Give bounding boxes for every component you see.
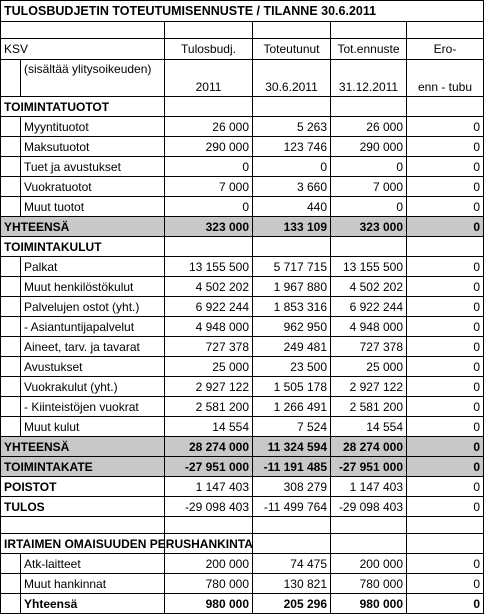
value-cell: 2 581 200 xyxy=(331,397,407,417)
value-cell: 308 279 xyxy=(253,477,331,497)
col-header-totennuste: Tot.ennuste xyxy=(331,39,407,60)
value-cell: 0 xyxy=(407,574,484,594)
value-cell: 4 502 202 xyxy=(331,277,407,297)
value-cell: 0 xyxy=(407,137,484,157)
value-cell: 25 000 xyxy=(165,357,253,377)
table-row xyxy=(1,457,484,477)
row-label: Muut tuotot xyxy=(21,197,165,217)
value-cell: 2 927 122 xyxy=(331,377,407,397)
value-cell: 1 147 403 xyxy=(331,477,407,497)
value-cell: 6 922 244 xyxy=(165,297,253,317)
col-header-tulosbudj: Tulosbudj. xyxy=(165,39,253,60)
value-cell: 4 948 000 xyxy=(165,317,253,337)
table-row xyxy=(1,317,484,337)
table-row xyxy=(1,594,484,614)
value-cell: 0 xyxy=(407,257,484,277)
value-cell: 0 xyxy=(407,297,484,317)
value-cell: 249 481 xyxy=(253,337,331,357)
row-label: Palkat xyxy=(21,257,165,277)
value-cell: 0 xyxy=(165,197,253,217)
table-row xyxy=(1,117,484,137)
row-label: - Kiinteistöjen vuokrat xyxy=(21,397,165,417)
sheet-title: TULOSBUDJETIN TOTEUTUMISENNUSTE / TILANNE 30.6.2011 xyxy=(1,1,484,22)
value-cell: 7 000 xyxy=(165,177,253,197)
section-toimintatuotot: TOIMINTATUOTOT xyxy=(1,97,165,117)
value-cell: 14 554 xyxy=(165,417,253,437)
subheader-row xyxy=(1,60,484,97)
value-cell: 0 xyxy=(407,157,484,177)
row-label: Yhteensä xyxy=(21,594,165,614)
table-row xyxy=(1,137,484,157)
value-cell: 1 266 491 xyxy=(253,397,331,417)
value-cell: 3 660 xyxy=(253,177,331,197)
value-cell: 133 109 xyxy=(253,217,331,237)
value-cell: 0 xyxy=(407,417,484,437)
value-cell: 6 922 244 xyxy=(331,297,407,317)
subheader-label: (sisältää ylitysoikeuden) xyxy=(21,60,165,97)
value-cell: 28 274 000 xyxy=(331,437,407,457)
value-cell: 0 xyxy=(407,497,484,517)
value-cell: 25 000 xyxy=(331,357,407,377)
subheader-31-12-2011: 31.12.2011 xyxy=(331,60,407,97)
table-row xyxy=(1,257,484,277)
value-cell: 14 554 xyxy=(331,417,407,437)
table-row xyxy=(1,337,484,357)
value-cell: 1 505 178 xyxy=(253,377,331,397)
value-cell: 2 927 122 xyxy=(165,377,253,397)
value-cell: 962 950 xyxy=(253,317,331,337)
value-cell: 727 378 xyxy=(165,337,253,357)
value-cell: 0 xyxy=(165,157,253,177)
value-cell: 4 948 000 xyxy=(331,317,407,337)
row-label: - Asiantuntijapalvelut xyxy=(21,317,165,337)
table-row xyxy=(1,574,484,594)
value-cell: 780 000 xyxy=(165,574,253,594)
value-cell: 1 967 880 xyxy=(253,277,331,297)
table-row xyxy=(1,217,484,237)
value-cell: 980 000 xyxy=(331,594,407,614)
blank-row xyxy=(1,517,484,534)
value-cell: 13 155 500 xyxy=(165,257,253,277)
value-cell: 0 xyxy=(407,277,484,297)
row-label: Muut hankinnat xyxy=(21,574,165,594)
row-label: Myyntituotot xyxy=(21,117,165,137)
header-row xyxy=(1,39,484,60)
value-cell: 23 500 xyxy=(253,357,331,377)
row-label: YHTEENSÄ xyxy=(1,217,165,237)
value-cell: 26 000 xyxy=(331,117,407,137)
ksv-label: KSV xyxy=(1,39,165,60)
table-row xyxy=(1,397,484,417)
value-cell: 0 xyxy=(407,197,484,217)
value-cell: 11 324 594 xyxy=(253,437,331,457)
value-cell: 74 475 xyxy=(253,554,331,574)
value-cell: 5 263 xyxy=(253,117,331,137)
row-label: Avustukset xyxy=(21,357,165,377)
value-cell: 0 xyxy=(407,457,484,477)
value-cell: -11 499 764 xyxy=(253,497,331,517)
value-cell: -27 951 000 xyxy=(331,457,407,477)
value-cell: 0 xyxy=(331,157,407,177)
value-cell: 1 147 403 xyxy=(165,477,253,497)
value-cell: 0 xyxy=(407,397,484,417)
value-cell: 290 000 xyxy=(165,137,253,157)
value-cell: 0 xyxy=(407,217,484,237)
value-cell: -11 191 485 xyxy=(253,457,331,477)
value-cell: 0 xyxy=(407,437,484,457)
table-row xyxy=(1,497,484,517)
row-label: Muut henkilöstökulut xyxy=(21,277,165,297)
value-cell: 0 xyxy=(407,594,484,614)
subheader-30-6-2011: 30.6.2011 xyxy=(253,60,331,97)
value-cell: 0 xyxy=(407,177,484,197)
value-cell: -29 098 403 xyxy=(331,497,407,517)
value-cell: 2 581 200 xyxy=(165,397,253,417)
value-cell: 28 274 000 xyxy=(165,437,253,457)
row-label: Maksutuotot xyxy=(21,137,165,157)
value-cell: 0 xyxy=(407,317,484,337)
value-cell: 440 xyxy=(253,197,331,217)
table-row xyxy=(1,377,484,397)
subheader-2011: 2011 xyxy=(165,60,253,97)
value-cell: 4 502 202 xyxy=(165,277,253,297)
value-cell: 323 000 xyxy=(331,217,407,237)
value-cell: 7 000 xyxy=(331,177,407,197)
value-cell: 26 000 xyxy=(165,117,253,137)
value-cell: 123 746 xyxy=(253,137,331,157)
row-label: TULOS xyxy=(1,497,165,517)
value-cell: 780 000 xyxy=(331,574,407,594)
value-cell: 0 xyxy=(407,117,484,137)
table-row xyxy=(1,297,484,317)
section-row xyxy=(1,534,484,554)
value-cell: 205 296 xyxy=(253,594,331,614)
row-label: Vuokratuotot xyxy=(21,177,165,197)
value-cell: 0 xyxy=(407,377,484,397)
row-label: Muut kulut xyxy=(21,417,165,437)
table-row xyxy=(1,357,484,377)
value-cell: 0 xyxy=(407,477,484,497)
table-row xyxy=(1,177,484,197)
value-cell: 1 853 316 xyxy=(253,297,331,317)
table-row xyxy=(1,554,484,574)
title-row xyxy=(1,1,484,22)
row-label: Vuokrakulut (yht.) xyxy=(21,377,165,397)
value-cell: 5 717 715 xyxy=(253,257,331,277)
row-label: Aineet, tarv. ja tavarat xyxy=(21,337,165,357)
table-row xyxy=(1,437,484,457)
col-header-toteutunut: Toteutunut xyxy=(253,39,331,60)
value-cell: 13 155 500 xyxy=(331,257,407,277)
value-cell: 200 000 xyxy=(331,554,407,574)
table-row xyxy=(1,417,484,437)
row-label: POISTOT xyxy=(1,477,165,497)
section-row xyxy=(1,97,484,117)
value-cell: 130 821 xyxy=(253,574,331,594)
table-row xyxy=(1,197,484,217)
value-cell: 290 000 xyxy=(331,137,407,157)
row-label: Tuet ja avustukset xyxy=(21,157,165,177)
table-row xyxy=(1,477,484,497)
value-cell: 0 xyxy=(407,554,484,574)
value-cell: -27 951 000 xyxy=(165,457,253,477)
value-cell: 980 000 xyxy=(165,594,253,614)
blank-row xyxy=(1,22,484,39)
value-cell: 7 524 xyxy=(253,417,331,437)
value-cell: 727 378 xyxy=(331,337,407,357)
value-cell: 0 xyxy=(407,357,484,377)
table-row xyxy=(1,157,484,177)
value-cell: -29 098 403 xyxy=(165,497,253,517)
row-label: TOIMINTAKATE xyxy=(1,457,165,477)
col-header-ero: Ero- xyxy=(407,39,484,60)
row-label: Palvelujen ostot (yht.) xyxy=(21,297,165,317)
value-cell: 200 000 xyxy=(165,554,253,574)
subheader-enn-tubu: enn - tubu xyxy=(407,60,484,97)
value-cell: 0 xyxy=(407,337,484,357)
section-toimintakulut: TOIMINTAKULUT xyxy=(1,237,165,257)
row-label: Atk-laitteet xyxy=(21,554,165,574)
section-row xyxy=(1,237,484,257)
row-label: YHTEENSÄ xyxy=(1,437,165,457)
section-investoinnit: IRTAIMEN OMAISUUDEN PERUSHANKINTA xyxy=(1,534,165,554)
value-cell: 323 000 xyxy=(165,217,253,237)
value-cell: 0 xyxy=(253,157,331,177)
table-row xyxy=(1,277,484,297)
value-cell: 0 xyxy=(331,197,407,217)
